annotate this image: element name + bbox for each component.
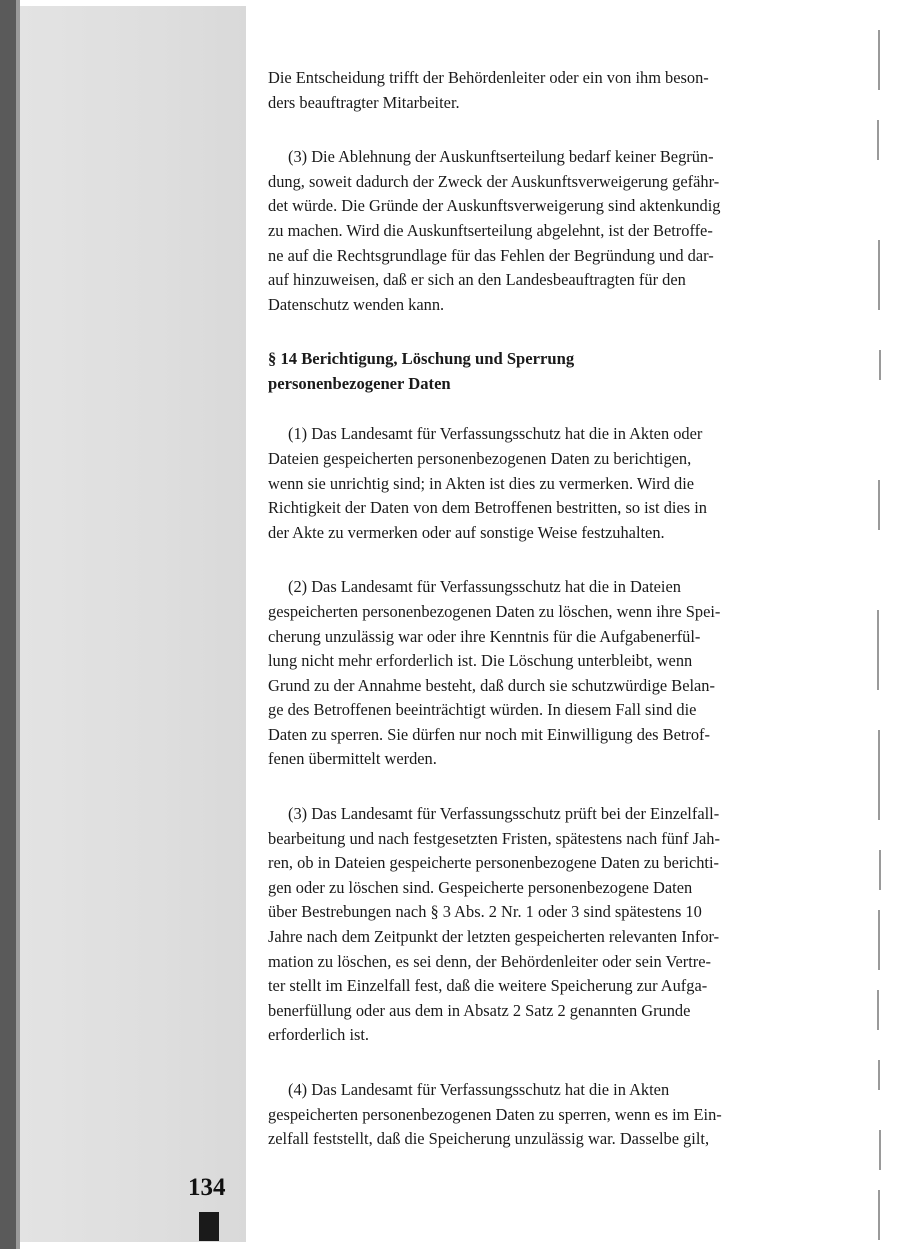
- text-line: zu machen. Wird die Auskunftserteilung abgelehnt, ist der Betroffe-: [268, 220, 713, 240]
- paragraph-2-deletion: [268, 575, 828, 772]
- heading-line: § 14 Berichtigung, Löschung und Sperrung: [268, 349, 575, 369]
- text-line: Grund zu der Annahme besteht, daß durch sie schutzwürdige Belan-: [268, 675, 715, 695]
- text-line: über Bestrebungen nach § 3 Abs. 2 Nr. 1 oder 3 sind spätestens 10: [268, 902, 702, 922]
- text-line: ren, ob in Dateien gespeicherte personenbezogene Daten zu berichti-: [268, 853, 719, 873]
- text-line: (2) Das Landesamt für Verfassungsschutz hat die in Dateien: [288, 577, 681, 597]
- page-binding-edge: [0, 0, 16, 1249]
- paragraph-3-review: [268, 802, 828, 1048]
- text-line: Richtigkeit der Daten von dem Betroffenen bestritten, so ist dies in: [268, 498, 707, 518]
- text-line: bearbeitung und nach festgesetzten Fristen, spätestens nach fünf Jah-: [268, 828, 720, 848]
- text-line: auf hinzuweisen, daß er sich an den Landesbeauftragten für den: [268, 270, 686, 290]
- document-text-column: [268, 66, 828, 1152]
- text-line: erforderlich ist.: [268, 1025, 370, 1045]
- paragraph-4-blocking: [268, 1078, 828, 1152]
- text-line: ne auf die Rechtsgrundlage für das Fehlen der Begründung und dar-: [268, 245, 714, 265]
- paragraph-decision: [268, 66, 828, 115]
- text-line: ge des Betroffenen beeinträchtigt würden. In diesem Fall sind die: [268, 700, 697, 720]
- text-line: lung nicht mehr erforderlich ist. Die Löschung unterbleibt, wenn: [268, 651, 693, 671]
- text-line: Datenschutz wenden kann.: [268, 294, 445, 314]
- text-line: Jahre nach dem Zeitpunkt der letzten gespeicherten relevanten Infor-: [268, 927, 720, 947]
- text-line: wenn sie unrichtig sind; in Akten ist dies zu vermerken. Wird die: [268, 473, 695, 493]
- text-line: Daten zu sperren. Sie dürfen nur noch mit Einwilligung des Betrof-: [268, 724, 710, 744]
- text-line: dung, soweit dadurch der Zweck der Auskunftsverweigerung gefähr-: [268, 171, 720, 191]
- text-line: ders beauftragter Mitarbeiter.: [268, 92, 460, 112]
- page-number: 134: [188, 1174, 226, 1201]
- page-right-edge: [872, 10, 886, 1240]
- text-line: (3) Die Ablehnung der Auskunftserteilung bedarf keiner Begrün-: [288, 147, 714, 167]
- text-line: (1) Das Landesamt für Verfassungsschutz hat die in Akten oder: [288, 424, 703, 444]
- text-line: benerfüllung oder aus dem in Absatz 2 Satz 2 genannten Grunde: [268, 1000, 691, 1020]
- text-line: ter stellt im Einzelfall fest, daß die weitere Speicherung zur Aufga-: [268, 976, 708, 996]
- text-line: gespeicherten personenbezogenen Daten zu sperren, wenn es im Ein-: [268, 1104, 722, 1124]
- heading-line: personenbezogener Daten: [268, 373, 451, 393]
- section-heading: [268, 347, 828, 396]
- text-line: Dateien gespeicherten personenbezogenen Daten zu berichtigen,: [268, 448, 692, 468]
- text-line: fenen übermittelt werden.: [268, 749, 437, 769]
- text-line: mation zu löschen, es sei denn, der Behördenleiter oder sein Vertre-: [268, 951, 712, 971]
- text-line: gen oder zu löschen sind. Gespeicherte personenbezogene Daten: [268, 877, 693, 897]
- text-line: zelfall feststellt, daß die Speicherung unzulässig war. Dasselbe gilt,: [268, 1129, 710, 1149]
- text-line: cherung unzulässig war oder ihre Kenntnis für die Aufgabenerfül-: [268, 626, 701, 646]
- paragraph-3-refusal: [268, 145, 828, 317]
- text-line: Die Entscheidung trifft der Behördenleiter oder ein von ihm beson-: [268, 68, 709, 87]
- text-line: (3) Das Landesamt für Verfassungsschutz prüft bei der Einzelfall-: [288, 804, 720, 824]
- text-line: (4) Das Landesamt für Verfassungsschutz hat die in Akten: [288, 1080, 670, 1099]
- text-line: der Akte zu vermerken oder auf sonstige Weise festzuhalten.: [268, 522, 665, 542]
- text-line: det würde. Die Gründe der Auskunftsverweigerung sind aktenkundig: [268, 196, 721, 216]
- paragraph-1-correction: [268, 422, 828, 545]
- thumb-index-marker: [199, 1212, 219, 1241]
- grey-margin-strip: [20, 6, 246, 1242]
- text-line: gespeicherten personenbezogenen Daten zu löschen, wenn ihre Spei-: [268, 601, 721, 621]
